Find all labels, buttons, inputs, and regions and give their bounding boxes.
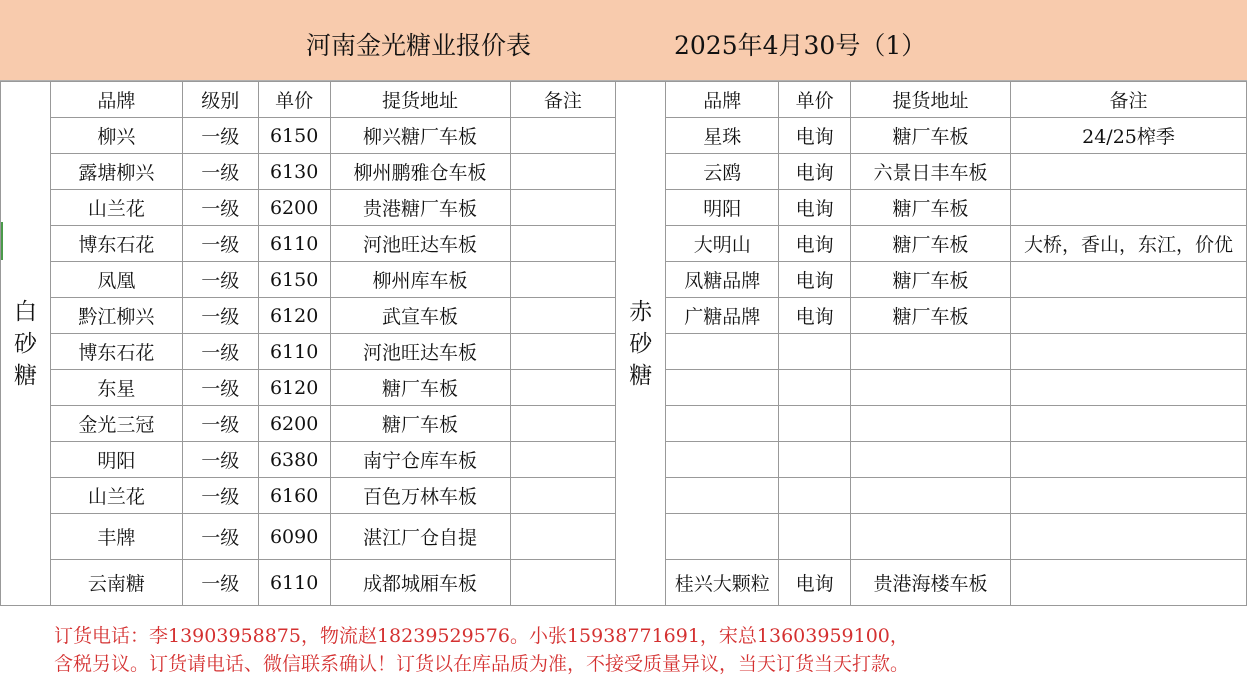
left-cell[interactable]: 凤凰 (50, 262, 182, 298)
right-cell[interactable] (1010, 190, 1246, 226)
right-cell[interactable] (1010, 560, 1246, 606)
left-cell[interactable]: 一级 (182, 370, 258, 406)
right-cell[interactable]: 六景日丰车板 (851, 154, 1011, 190)
left-cell[interactable]: 贵港糖厂车板 (330, 190, 510, 226)
left-cell[interactable]: 6110 (258, 226, 330, 262)
left-cell[interactable]: 博东石花 (50, 226, 182, 262)
left-cell[interactable] (510, 514, 616, 560)
left-cell[interactable] (510, 226, 616, 262)
left-cell[interactable]: 云南糖 (50, 560, 182, 606)
right-cell[interactable]: 电询 (779, 154, 851, 190)
left-cell[interactable]: 一级 (182, 118, 258, 154)
left-cell[interactable]: 柳兴糖厂车板 (330, 118, 510, 154)
right-cell[interactable] (666, 406, 779, 442)
right-cell[interactable] (851, 442, 1011, 478)
header-row (1, 82, 1247, 118)
right-cell[interactable] (779, 334, 851, 370)
right-cell[interactable]: 糖厂车板 (851, 226, 1011, 262)
brown-sugar-label: 赤 砂 糖 (616, 82, 666, 606)
left-cell[interactable] (510, 478, 616, 514)
left-cell[interactable]: 一级 (182, 298, 258, 334)
left-cell[interactable]: 6200 (258, 406, 330, 442)
left-cell[interactable]: 一级 (182, 442, 258, 478)
left-header-cell[interactable]: 备注 (510, 82, 616, 118)
right-cell[interactable]: 云鸥 (666, 154, 779, 190)
left-cell[interactable]: 山兰花 (50, 478, 182, 514)
right-cell[interactable]: 大桥，香山，东江，价优 (1010, 226, 1246, 262)
left-cell[interactable]: 成都城厢车板 (330, 560, 510, 606)
right-cell[interactable] (1010, 478, 1246, 514)
left-cell[interactable] (510, 190, 616, 226)
left-cell[interactable] (510, 560, 616, 606)
right-cell[interactable]: 电询 (779, 118, 851, 154)
right-cell[interactable] (666, 370, 779, 406)
right-cell[interactable] (851, 406, 1011, 442)
sheet-title: 河南金光糖业报价表 (306, 31, 532, 60)
right-cell[interactable]: 24/25榨季 (1010, 118, 1246, 154)
right-cell[interactable] (1010, 442, 1246, 478)
left-cell[interactable]: 露塘柳兴 (50, 154, 182, 190)
left-cell[interactable]: 6120 (258, 370, 330, 406)
left-cell[interactable]: 柳州库车板 (330, 262, 510, 298)
left-cell[interactable]: 6380 (258, 442, 330, 478)
left-cell[interactable]: 一级 (182, 478, 258, 514)
right-cell[interactable] (779, 370, 851, 406)
footer-notes (0, 605, 1247, 693)
right-cell[interactable] (851, 514, 1011, 560)
left-cell[interactable]: 武宣车板 (330, 298, 510, 334)
left-cell[interactable]: 6130 (258, 154, 330, 190)
left-cell[interactable]: 黔江柳兴 (50, 298, 182, 334)
right-cell[interactable]: 电询 (779, 190, 851, 226)
left-cell[interactable] (510, 370, 616, 406)
right-header-cell[interactable]: 提货地址 (851, 82, 1011, 118)
right-cell[interactable] (666, 334, 779, 370)
right-cell[interactable] (779, 442, 851, 478)
left-cell[interactable]: 6200 (258, 190, 330, 226)
left-header-cell[interactable]: 提货地址 (330, 82, 510, 118)
left-cell[interactable] (510, 334, 616, 370)
left-cell[interactable]: 6160 (258, 478, 330, 514)
right-cell[interactable] (1010, 514, 1246, 560)
right-header-cell[interactable]: 单价 (779, 82, 851, 118)
left-cell[interactable] (510, 154, 616, 190)
title-banner (0, 0, 1247, 81)
right-header-cell[interactable]: 备注 (1010, 82, 1246, 118)
right-cell[interactable]: 电询 (779, 560, 851, 606)
left-cell[interactable]: 柳州鹏雅仓车板 (330, 154, 510, 190)
right-cell[interactable]: 电询 (779, 262, 851, 298)
left-cell[interactable]: 一级 (182, 560, 258, 606)
left-cell[interactable] (510, 298, 616, 334)
right-cell[interactable]: 贵港海楼车板 (851, 560, 1011, 606)
left-cell[interactable]: 东星 (50, 370, 182, 406)
right-cell[interactable] (666, 442, 779, 478)
left-cell[interactable] (510, 118, 616, 154)
left-cell[interactable]: 百色万林车板 (330, 478, 510, 514)
contact-line: 订货电话：李13903958875，物流赵18239529576。小张15938771691，宋总13603959100， (54, 625, 909, 647)
left-cell[interactable]: 6150 (258, 262, 330, 298)
right-cell[interactable]: 糖厂车板 (851, 118, 1011, 154)
left-cell[interactable]: 一级 (182, 226, 258, 262)
right-cell[interactable] (1010, 298, 1246, 334)
left-cell[interactable]: 河池旺达车板 (330, 334, 510, 370)
left-cell[interactable]: 6110 (258, 334, 330, 370)
left-cell[interactable]: 河池旺达车板 (330, 226, 510, 262)
right-cell[interactable]: 糖厂车板 (851, 262, 1011, 298)
left-cell[interactable]: 糖厂车板 (330, 370, 510, 406)
left-cell[interactable]: 一级 (182, 154, 258, 190)
right-cell[interactable]: 大明山 (666, 226, 779, 262)
left-cell[interactable]: 金光三冠 (50, 406, 182, 442)
right-cell[interactable]: 糖厂车板 (851, 190, 1011, 226)
right-cell[interactable] (851, 370, 1011, 406)
left-cell[interactable]: 一级 (182, 514, 258, 560)
right-cell[interactable]: 桂兴大颗粒 (666, 560, 779, 606)
left-cell[interactable]: 柳兴 (50, 118, 182, 154)
price-table (0, 81, 1247, 606)
left-cell[interactable]: 湛江厂仓自提 (330, 514, 510, 560)
right-cell[interactable]: 电询 (779, 226, 851, 262)
left-cell[interactable]: 6090 (258, 514, 330, 560)
sheet-date: 2025年4月30号（1） (674, 31, 927, 60)
right-cell[interactable] (779, 478, 851, 514)
right-cell[interactable] (666, 514, 779, 560)
left-header-cell[interactable]: 品牌 (50, 82, 182, 118)
right-cell[interactable]: 明阳 (666, 190, 779, 226)
left-cell[interactable]: 糖厂车板 (330, 406, 510, 442)
right-cell[interactable]: 广糖品牌 (666, 298, 779, 334)
left-cell[interactable]: 山兰花 (50, 190, 182, 226)
right-cell[interactable] (1010, 334, 1246, 370)
terms-line: 含税另议。订货请电话、微信联系确认！订货以在库品质为准，不接受质量异议，当天订货当天打款。 (54, 653, 910, 675)
left-cell[interactable] (510, 262, 616, 298)
right-cell[interactable]: 凤糖品牌 (666, 262, 779, 298)
left-cell[interactable]: 一级 (182, 262, 258, 298)
right-cell[interactable] (1010, 262, 1246, 298)
left-cell[interactable]: 一级 (182, 406, 258, 442)
left-cell[interactable] (510, 406, 616, 442)
left-cell[interactable]: 6120 (258, 298, 330, 334)
white-sugar-label: 白 砂 糖 (1, 82, 51, 606)
right-cell[interactable]: 电询 (779, 298, 851, 334)
right-cell[interactable] (779, 406, 851, 442)
left-cell[interactable]: 一级 (182, 190, 258, 226)
right-cell[interactable] (779, 514, 851, 560)
left-header-cell[interactable]: 单价 (258, 82, 330, 118)
right-cell[interactable]: 星珠 (666, 118, 779, 154)
right-cell[interactable] (1010, 370, 1246, 406)
left-cell[interactable]: 博东石花 (50, 334, 182, 370)
left-cell[interactable] (510, 442, 616, 478)
left-cell[interactable]: 6110 (258, 560, 330, 606)
right-cell[interactable] (851, 334, 1011, 370)
right-header-cell[interactable]: 品牌 (666, 82, 779, 118)
left-cell[interactable]: 丰牌 (50, 514, 182, 560)
left-cell[interactable]: 6150 (258, 118, 330, 154)
right-cell[interactable] (666, 478, 779, 514)
right-cell[interactable]: 糖厂车板 (851, 298, 1011, 334)
left-cell[interactable]: 明阳 (50, 442, 182, 478)
left-cell[interactable]: 南宁仓库车板 (330, 442, 510, 478)
right-cell[interactable] (1010, 406, 1246, 442)
left-header-cell[interactable]: 级别 (182, 82, 258, 118)
left-cell[interactable]: 一级 (182, 334, 258, 370)
right-cell[interactable] (1010, 154, 1246, 190)
right-cell[interactable] (851, 478, 1011, 514)
